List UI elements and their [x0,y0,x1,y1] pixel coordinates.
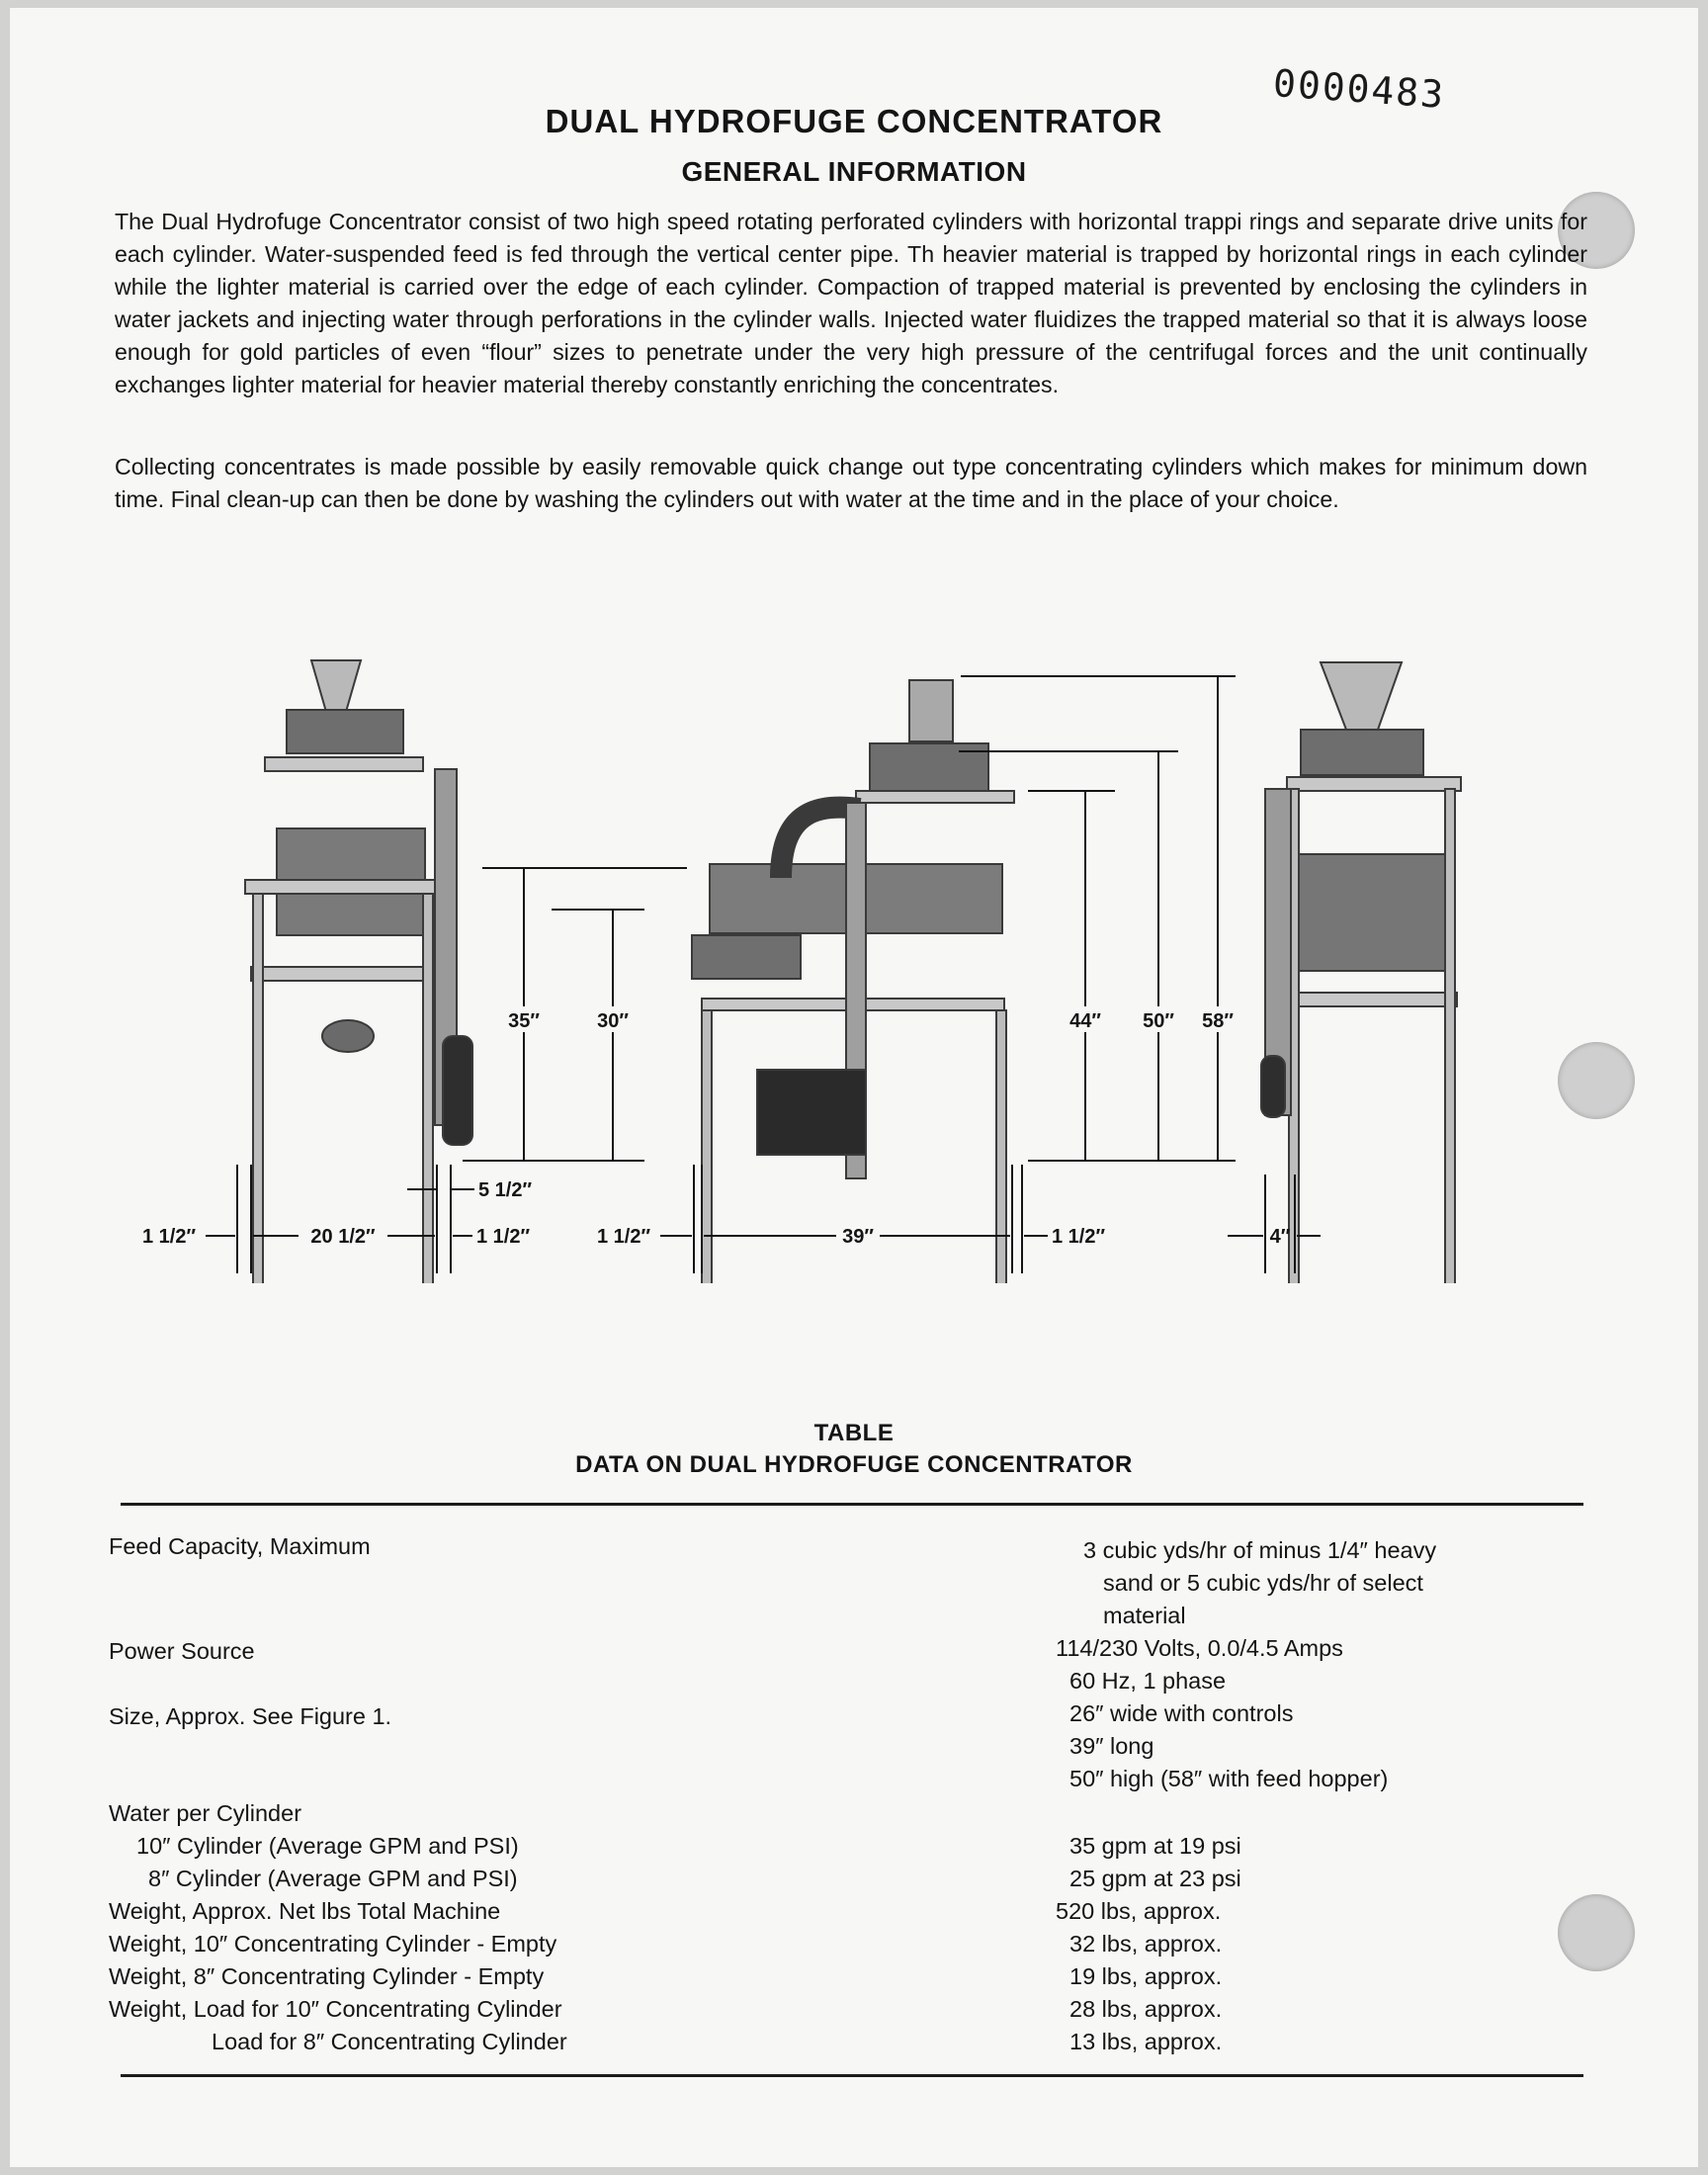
dim-width-5-5: 5 1/2″ [478,1179,533,1201]
value-size-wide: 26″ wide with controls [1069,1700,1294,1726]
machine-end-view [1261,662,1469,1283]
value-weight-total: 520 lbs, approx. [1056,1898,1222,1924]
label-weight-8in-empty: Weight, 8″ Concentrating Cylinder - Empty [109,1963,545,1989]
dim-mid-right-1-5: 1 1/2″ [1052,1226,1106,1248]
document-page [10,8,1698,2167]
label-water-per-cylinder: Water per Cylinder [109,1800,302,1826]
intro-paragraph-1: The Dual Hydrofuge Concentrator consist of two high speed rotating perforated cylinders with horizontal trappi rings and separate drive units for each cylinder. Water-suspended feed is fed through the vertical center pipe. Th heavier material is trapped by horizontal rings in each cylinder while the lighter material is carried over the edge of each cylinder. Compaction of trapped material is prevented by enclosing the cylinders in water jackets and injecting water through perforations in the cylinder walls. Injected water fluidizes the trapped material so that it is always loose enough for gold particles of even “flour” sizes to penetrate under the very high pressure of the centrifugal forces and the unit continually exchanges lighter material for heavier material thereby constantly enriching the concentrates. [115,209,1587,397]
label-weight-total: Weight, Approx. Net lbs Total Machine [109,1898,501,1924]
dim-height-30: 30″ [597,1010,629,1032]
table-caption: TABLE [813,1420,895,1446]
dim-width-39: 39″ [842,1226,874,1248]
value-power-line-2: 60 Hz, 1 phase [1069,1668,1227,1694]
label-8in-cylinder: 8″ Cylinder (Average GPM and PSI) [148,1866,518,1891]
dim-height-44: 44″ [1069,1010,1101,1032]
label-weight-10in-empty: Weight, 10″ Concentrating Cylinder - Empty [109,1931,557,1957]
table-top-rule [121,1503,1583,1506]
value-power-line-1: 114/230 Volts, 0.0/4.5 Amps [1056,1635,1343,1661]
label-10in-cylinder: 10″ Cylinder (Average GPM and PSI) [136,1833,519,1859]
intro-paragraph-2: Collecting concentrates is made possible by easily removable quick change out type concentrating cylinders which makes for minimum down time. Final clean-up can then be done by washing the cylinders out with water at the time and in the place of your choice. [115,454,1587,512]
dimension-labels [142,1006,1291,1248]
value-feed-line-2: sand or 5 cubic yds/hr of select [1103,1570,1423,1596]
value-weight-10in: 32 lbs, approx. [1069,1931,1223,1957]
value-load-8in: 13 lbs, approx. [1069,2029,1223,2054]
dim-width-20-5: 20 1/2″ [310,1226,376,1248]
dim-mid-1-5: 1 1/2″ [597,1226,651,1248]
machine-front-view [692,680,1028,1283]
value-weight-8in: 19 lbs, approx. [1069,1963,1223,1989]
table-bottom-rule [121,2074,1583,2077]
dimension-drawing [10,641,1698,1283]
table-title: DATA ON DUAL HYDROFUGE CONCENTRATOR [575,1451,1133,1478]
value-feed-line-1: 3 cubic yds/hr of minus 1/4″ heavy [1083,1537,1437,1563]
section-heading: GENERAL INFORMATION [681,156,1027,187]
label-size: Size, Approx. See Figure 1. [109,1703,392,1729]
dim-height-58: 58″ [1202,1010,1234,1032]
figure-1 [10,641,1698,1283]
page-title: DUAL HYDROFUGE CONCENTRATOR [545,103,1163,139]
label-power-source: Power Source [109,1638,255,1664]
dim-height-50: 50″ [1143,1010,1174,1032]
label-feed-capacity: Feed Capacity, Maximum [109,1533,371,1559]
value-feed-line-3: material [1103,1603,1186,1628]
value-size-long: 39″ long [1069,1733,1154,1759]
value-size-high: 50″ high (58″ with feed hopper) [1069,1766,1389,1791]
dim-width-4: 4″ [1269,1226,1291,1248]
punch-hole-bottom [1558,1894,1635,1971]
value-8in-gpm: 25 gpm at 23 psi [1069,1866,1241,1891]
dim-left-1-5: 1 1/2″ [142,1226,197,1248]
value-10in-gpm: 35 gpm at 19 psi [1069,1833,1241,1859]
label-load-8in: Load for 8″ Concentrating Cylinder [212,2029,567,2054]
document-number: 0000483 [1271,60,1447,118]
dim-right-1-5: 1 1/2″ [476,1226,531,1248]
value-load-10in: 28 lbs, approx. [1069,1996,1223,2022]
label-load-10in: Weight, Load for 10″ Concentrating Cylinder [109,1996,562,2022]
dim-height-35: 35″ [508,1010,540,1032]
